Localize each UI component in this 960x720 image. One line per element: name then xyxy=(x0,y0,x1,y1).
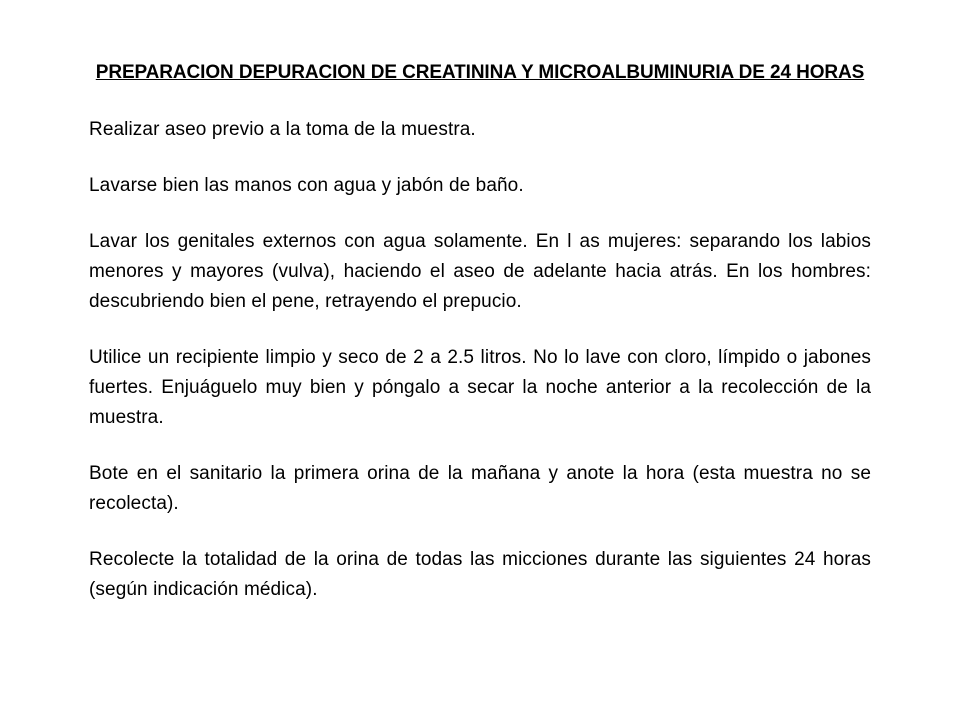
instruction-paragraph-container: Utilice un recipiente limpio y seco de 2 a 2.5 litros. No lo lave con cloro, límpido o jabones fuertes. Enjuáguelo muy bien y póngalo a secar la noche anterior a la recolección de la muestra. xyxy=(89,347,871,428)
instruction-paragraph-handwashing: Lavarse bien las manos con agua y jabón de baño. xyxy=(89,175,524,196)
instruction-paragraph-first-urine: Bote en el sanitario la primera orina de la mañana y anote la hora (esta muestra no se recolecta). xyxy=(89,463,871,514)
instruction-paragraph-collection: Recolecte la totalidad de la orina de todas las micciones durante las siguientes 24 horas (según indicación médica). xyxy=(89,549,871,600)
document-slide xyxy=(89,58,871,631)
instruction-paragraph-genital-wash: Lavar los genitales externos con agua solamente. En l as mujeres: separando los labios menores y mayores (vulva), haciendo el aseo de adelante hacia atrás. En los hombres: descubriendo bien el pene, retrayendo el prepucio. xyxy=(89,231,871,312)
instruction-paragraph-hygiene: Realizar aseo previo a la toma de la muestra. xyxy=(89,119,476,140)
document-title: PREPARACION DEPURACION DE CREATININA Y MICROALBUMINURIA DE 24 HORAS xyxy=(95,62,865,83)
